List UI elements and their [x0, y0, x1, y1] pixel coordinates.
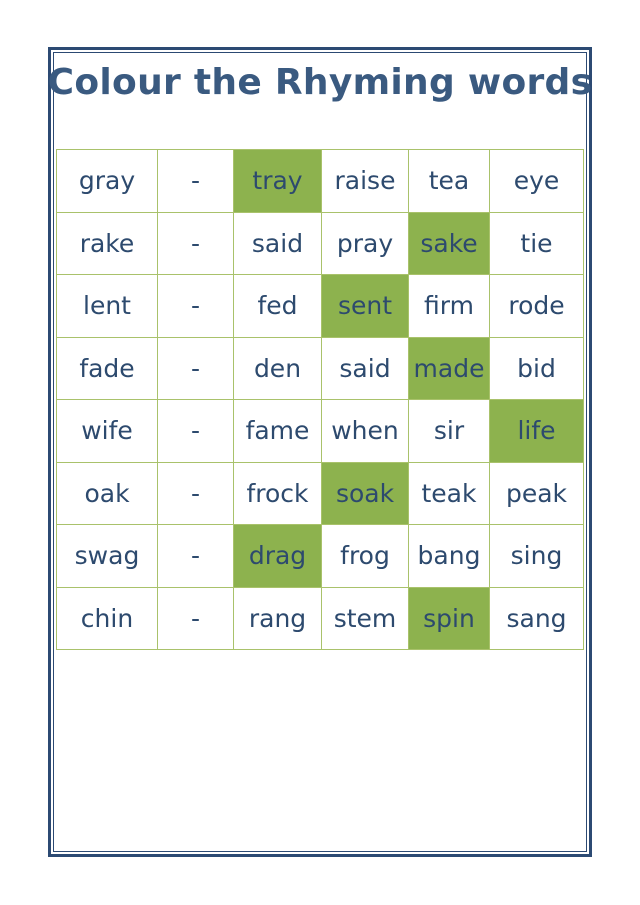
- target-word-cell: lent: [57, 275, 158, 338]
- separator-cell: -: [158, 400, 234, 463]
- table-row: [57, 212, 584, 275]
- option-word-cell[interactable]: sir: [409, 400, 490, 463]
- option-word-cell[interactable]: frock: [234, 462, 322, 525]
- rhyme-table: [56, 149, 584, 650]
- option-word-cell[interactable]: tie: [490, 212, 584, 275]
- table-row: [57, 337, 584, 400]
- table-row: [57, 525, 584, 588]
- option-word-cell[interactable]: bid: [490, 337, 584, 400]
- target-word-cell: fade: [57, 337, 158, 400]
- target-word-cell: rake: [57, 212, 158, 275]
- target-word-cell: swag: [57, 525, 158, 588]
- table-row: [57, 400, 584, 463]
- option-word-cell[interactable]: sing: [490, 525, 584, 588]
- separator-cell: -: [158, 212, 234, 275]
- table-row: [57, 275, 584, 338]
- separator-cell: -: [158, 525, 234, 588]
- option-word-cell[interactable]: sang: [490, 587, 584, 650]
- option-word-cell[interactable]: tray: [234, 150, 322, 213]
- option-word-cell[interactable]: frog: [322, 525, 409, 588]
- separator-cell: -: [158, 587, 234, 650]
- option-word-cell[interactable]: said: [322, 337, 409, 400]
- option-word-cell[interactable]: tea: [409, 150, 490, 213]
- separator-cell: -: [158, 462, 234, 525]
- option-word-cell[interactable]: eye: [490, 150, 584, 213]
- target-word-cell: gray: [57, 150, 158, 213]
- separator-cell: -: [158, 337, 234, 400]
- option-word-cell[interactable]: raise: [322, 150, 409, 213]
- option-word-cell[interactable]: said: [234, 212, 322, 275]
- option-word-cell[interactable]: made: [409, 337, 490, 400]
- table-row: [57, 462, 584, 525]
- separator-cell: -: [158, 150, 234, 213]
- option-word-cell[interactable]: den: [234, 337, 322, 400]
- option-word-cell[interactable]: peak: [490, 462, 584, 525]
- option-word-cell[interactable]: life: [490, 400, 584, 463]
- option-word-cell[interactable]: sake: [409, 212, 490, 275]
- option-word-cell[interactable]: rode: [490, 275, 584, 338]
- worksheet-title: Colour the Rhyming words: [47, 62, 593, 103]
- option-word-cell[interactable]: fed: [234, 275, 322, 338]
- option-word-cell[interactable]: firm: [409, 275, 490, 338]
- option-word-cell[interactable]: when: [322, 400, 409, 463]
- option-word-cell[interactable]: stem: [322, 587, 409, 650]
- option-word-cell[interactable]: fame: [234, 400, 322, 463]
- target-word-cell: wife: [57, 400, 158, 463]
- option-word-cell[interactable]: rang: [234, 587, 322, 650]
- target-word-cell: chin: [57, 587, 158, 650]
- option-word-cell[interactable]: bang: [409, 525, 490, 588]
- option-word-cell[interactable]: spin: [409, 587, 490, 650]
- target-word-cell: oak: [57, 462, 158, 525]
- option-word-cell[interactable]: sent: [322, 275, 409, 338]
- option-word-cell[interactable]: teak: [409, 462, 490, 525]
- option-word-cell[interactable]: soak: [322, 462, 409, 525]
- table-row: [57, 587, 584, 650]
- option-word-cell[interactable]: pray: [322, 212, 409, 275]
- table-row: [57, 150, 584, 213]
- separator-cell: -: [158, 275, 234, 338]
- option-word-cell[interactable]: drag: [234, 525, 322, 588]
